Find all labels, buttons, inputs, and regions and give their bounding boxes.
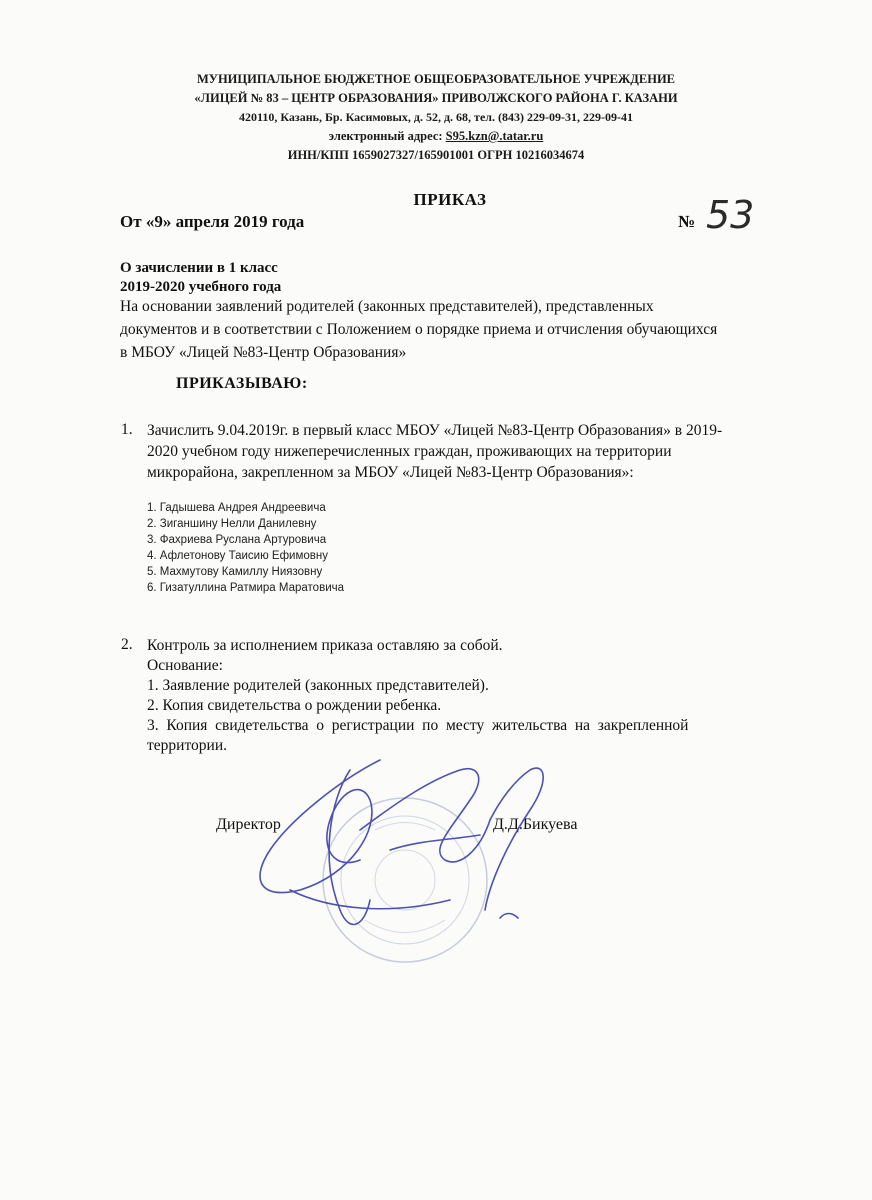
basis-title: Основание: xyxy=(147,657,223,674)
email-link[interactable]: S95.kzn@.tatar.ru xyxy=(445,129,544,143)
list-item: 6. Гизатуллина Ратмира Маратовича xyxy=(147,582,344,594)
order-word: ПРИКАЗЫВАЮ: xyxy=(176,375,308,392)
email-label: электронный адрес: xyxy=(328,129,446,143)
item-1-line-1: Зачислить 9.04.2019г. в первый класс МБОУ «Лицей №83-Центр Образования» в 2019- xyxy=(147,422,723,439)
number-sign: № xyxy=(678,212,696,231)
basis-line-2: документов и в соответствии с Положением о порядке приема и отчисления обучающихся xyxy=(120,321,718,338)
subject-line-2: 2019-2020 учебного года xyxy=(120,279,282,295)
item-1-number: 1. xyxy=(121,421,133,438)
header-tax-ids: ИНН/КПП 1659027327/165901001 ОГРН 10216034674 xyxy=(287,148,585,162)
basis-item-3-line-1: 3. Копия свидетельства о регистрации по месту жительства на закрепленной xyxy=(147,717,689,734)
basis-line-1: На основании заявлений родителей (законных представителей), представленных xyxy=(120,298,654,315)
item-2-line-1: Контроль за исполнением приказа оставляю за собой. xyxy=(147,637,503,654)
list-item: 2. Зиганшину Нелли Данилевну xyxy=(147,518,317,530)
item-1-line-3: микрорайона, закрепленном за МБОУ «Лицей №83-Центр Образования»: xyxy=(147,464,634,481)
header-org-name: «ЛИЦЕЙ № 83 – ЦЕНТР ОБРАЗОВАНИЯ» ПРИВОЛЖСКОГО РАЙОНА Г. КАЗАНИ xyxy=(194,91,678,105)
item-1-line-2: 2020 учебном году нижеперечисленных граждан, проживающих на территории xyxy=(147,443,672,460)
signature-name: Д.Д.Бикуева xyxy=(493,816,578,833)
student-list xyxy=(147,500,344,596)
item-2-number: 2. xyxy=(121,636,133,653)
header-email-line xyxy=(100,127,772,146)
basis-item-3-line-2: территории. xyxy=(147,737,227,754)
header-org-type: МУНИЦИПАЛЬНОЕ БЮДЖЕТНОЕ ОБЩЕОБРАЗОВАТЕЛЬНОЕ УЧРЕЖДЕНИЕ xyxy=(196,72,676,86)
document-title: ПРИКАЗ xyxy=(413,190,487,209)
handwritten-number: 53 xyxy=(706,193,755,237)
header-address: 420110, Казань, Бр. Касимовых, д. 52, д. 68, тел. (843) 229-09-31, 229-09-41 xyxy=(239,110,633,124)
basis-item-1: 1. Заявление родителей (законных представителей). xyxy=(147,677,489,694)
list-item: 5. Махмутову Камиллу Ниязовну xyxy=(147,566,323,578)
list-item: 4. Афлетонову Таисию Ефимовну xyxy=(147,550,328,562)
subject-line-1: О зачислении в 1 класс xyxy=(120,260,278,276)
document-date: От «9» апреля 2019 года xyxy=(120,212,305,231)
basis-item-2: 2. Копия свидетельства о рождении ребенка. xyxy=(147,697,442,714)
signature-role: Директор xyxy=(216,816,281,833)
list-item: 1. Гадышева Андрея Андреевича xyxy=(147,502,326,514)
signature-scribble xyxy=(230,740,570,960)
basis-line-3: в МБОУ «Лицей №83-Центр Образования» xyxy=(120,344,407,361)
list-item: 3. Фахриева Руслана Артуровича xyxy=(147,534,327,546)
